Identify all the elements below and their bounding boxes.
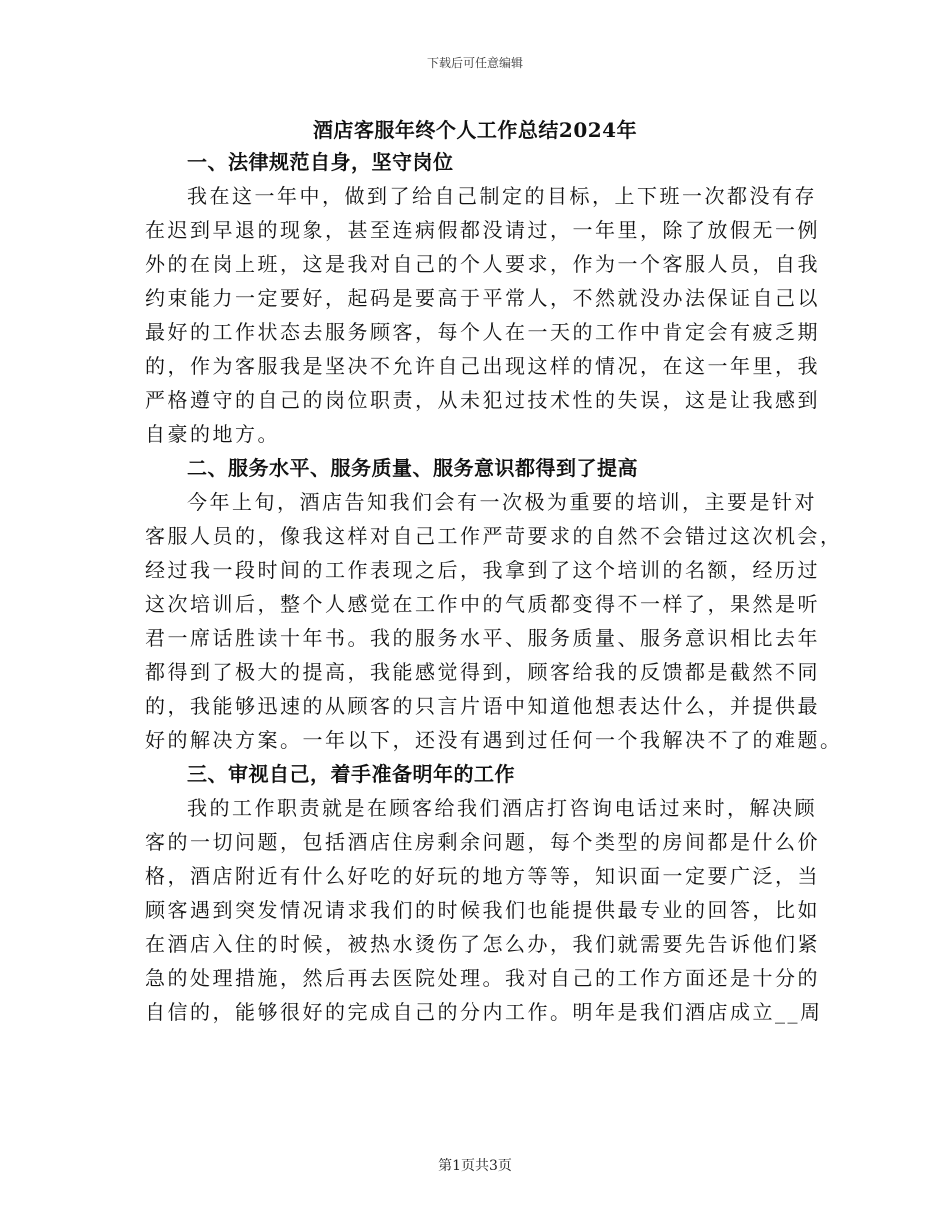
- paragraph-line: 这次培训后，整个人感觉在工作中的气质都变得不一样了，果然是听: [145, 592, 820, 616]
- paragraph-line: 都得到了极大的提高，我能感觉得到，顾客给我的反馈都是截然不同: [145, 660, 820, 684]
- header-note: 下载后可任意编辑: [426, 56, 523, 70]
- paragraph-line: 我的工作职责就是在顾客给我们酒店打咨询电话过来时，解决顾: [187, 796, 817, 820]
- paragraph-line: 在酒店入住的时候，被热水烫伤了怎么办，我们就需要先告诉他们紧: [145, 932, 820, 956]
- paragraph-line: 的，作为客服我是坚决不允许自己出现这样的情况，在这一年里，我: [145, 354, 820, 378]
- paragraph-line: 自豪的地方。: [145, 422, 280, 446]
- paragraph-line: 最好的工作状态去服务顾客，每个人在一天的工作中肯定会有疲乏期: [145, 320, 820, 344]
- paragraph-line: 格，酒店附近有什么好吃的好玩的地方等等，知识面一定要广泛，当: [145, 864, 820, 888]
- paragraph-line: 严格遵守的自己的岗位职责，从未犯过技术性的失误，这是让我感到: [145, 388, 820, 412]
- section-heading: 一、法律规范自身，坚守岗位: [187, 150, 454, 174]
- document-body: [145, 145, 843, 1029]
- paragraph-line: 自信的，能够很好的完成自己的分内工作。明年是我们酒店成立__周: [145, 1000, 823, 1024]
- paragraph-line: 急的处理措施，然后再去医院处理。我对自己的工作方面还是十分的: [145, 966, 820, 990]
- paragraph-line: 的，我能够迅速的从顾客的只言片语中知道他想表达什么，并提供最: [145, 694, 820, 718]
- paragraph-line: 好的解决方案。一年以下，还没有遇到过任何一个我解决不了的难题。: [145, 728, 843, 752]
- paragraph-line: 我在这一年中，做到了给自己制定的目标，上下班一次都没有存: [187, 184, 817, 208]
- paragraph-line: 在迟到早退的现象，甚至连病假都没请过，一年里，除了放假无一例: [145, 218, 820, 242]
- paragraph-line: 约束能力一定要好，起码是要高于平常人，不然就没办法保证自己以: [145, 286, 820, 310]
- paragraph-line: 经过我一段时间的工作表现之后，我拿到了这个培训的名额，经历过: [145, 558, 820, 582]
- section-heading: 二、服务水平、服务质量、服务意识都得到了提高: [187, 456, 638, 480]
- paragraph-line: 君一席话胜读十年书。我的服务水平、服务质量、服务意识相比去年: [145, 626, 820, 650]
- paragraph-line: 顾客遇到突发情况请求我们的时候我们也能提供最专业的回答，比如: [145, 898, 820, 922]
- paragraph-line: 客服人员的，像我这样对自己工作严苛要求的自然不会错过这次机会，: [145, 524, 843, 548]
- section-heading: 三、审视自己，着手准备明年的工作: [187, 762, 515, 786]
- paragraph-line: 外的在岗上班，这是我对自己的个人要求，作为一个客服人员，自我: [145, 252, 820, 276]
- page-number: 第1页共3页: [438, 1158, 512, 1174]
- paragraph-line: 今年上旬，酒店告知我们会有一次极为重要的培训，主要是针对: [187, 490, 817, 514]
- paragraph-line: 客的一切问题，包括酒店住房剩余问题，每个类型的房间都是什么价: [145, 830, 820, 854]
- document-title: 酒店客服年终个人工作总结2024年: [312, 118, 638, 142]
